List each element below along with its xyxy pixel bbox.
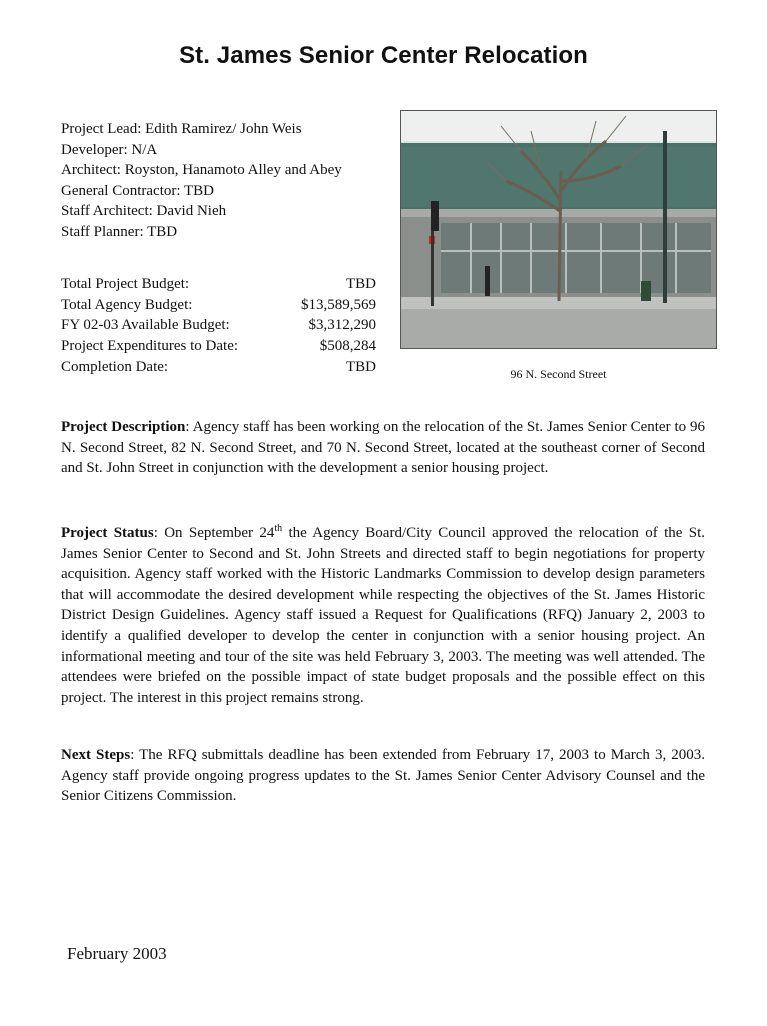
budget-row: [61, 315, 376, 336]
budget-label: Total Agency Budget:: [61, 296, 193, 313]
budget-value: TBD: [346, 358, 376, 375]
project-description: [61, 417, 705, 479]
next-steps-heading: Next Steps: [61, 747, 131, 763]
description-heading: Project Description: [61, 419, 186, 435]
page-title: St. James Senior Center Relocation: [179, 42, 588, 69]
photo-caption: 96 N. Second Street: [510, 367, 607, 381]
budget-label: FY 02-03 Available Budget:: [61, 317, 230, 334]
next-steps-text: : The RFQ submittals deadline has been extended from February 17, 2003 to March 3, 2003. Agency staff provide ongoing progress updates to the St. James Senior Center Advisory Counsel and the Senior Citizens Commission.: [61, 747, 705, 805]
description-text: : Agency staff has been working on the relocation of the St. James Senior Center to 96 N. Second Street, 82 N. Second Street, and 70 N. Second Street, located at the southeast corner of Second and St. John Street in conjunction with the development a senior housing project.: [61, 419, 706, 477]
project-lead: Project Lead: Edith Ramirez/ John Weis: [61, 121, 302, 137]
architect: Architect: Royston, Hanamoto Alley and Abey: [61, 162, 342, 178]
budget-value: TBD: [346, 276, 376, 292]
budget-label: Completion Date:: [61, 358, 169, 375]
budget-value: $3,312,290: [308, 317, 376, 334]
status-text-before: : On September 24: [153, 525, 275, 541]
budget-row: [61, 274, 376, 295]
status-heading: Project Status: [61, 525, 154, 541]
next-steps: [61, 745, 705, 807]
status-superscript: th: [274, 523, 283, 534]
budget-row: [61, 295, 376, 316]
budget-row: [61, 336, 376, 357]
staff-planner: Staff Planner: TBD: [61, 223, 178, 240]
project-info: [61, 119, 342, 242]
project-status: [61, 519, 705, 708]
budget-label: Project Expenditures to Date:: [61, 338, 239, 355]
budget-label: Total Project Budget:: [61, 276, 190, 292]
developer: Developer: N/A: [61, 141, 158, 158]
staff-architect: Staff Architect: David Nieh: [61, 203, 227, 219]
budget-value: $13,589,569: [301, 296, 376, 313]
budget-row: [61, 357, 376, 378]
status-text-after: the Agency Board/City Council approved the relocation of the St. James Senior Center to Second and St. John Streets and directed staff to begin negotiations for property acquisition. Agency staff worked with the Historic Landmarks Commission to develop design parameters that will accommodate the desired development while respecting the objectives of the St. James Historic District Design Guidelines. Agency staff issued a Request for Qualifications (RFQ) January 2, 2003 to identify a qualified developer to develop the center in conjunction with a senior housing project. An informational meeting and tour of the site was held February 3, 2003. The meeting was well attended. The attendees were briefed on the possible impact of state budget proposals and the possible effect on this project. The interest in this project remains strong.: [61, 525, 705, 706]
budget-value: $508,284: [319, 338, 376, 355]
general-contractor: General Contractor: TBD: [61, 182, 215, 199]
budget-table: [61, 274, 376, 378]
footer-date: February 2003: [67, 944, 167, 963]
building-photo: [400, 110, 717, 349]
